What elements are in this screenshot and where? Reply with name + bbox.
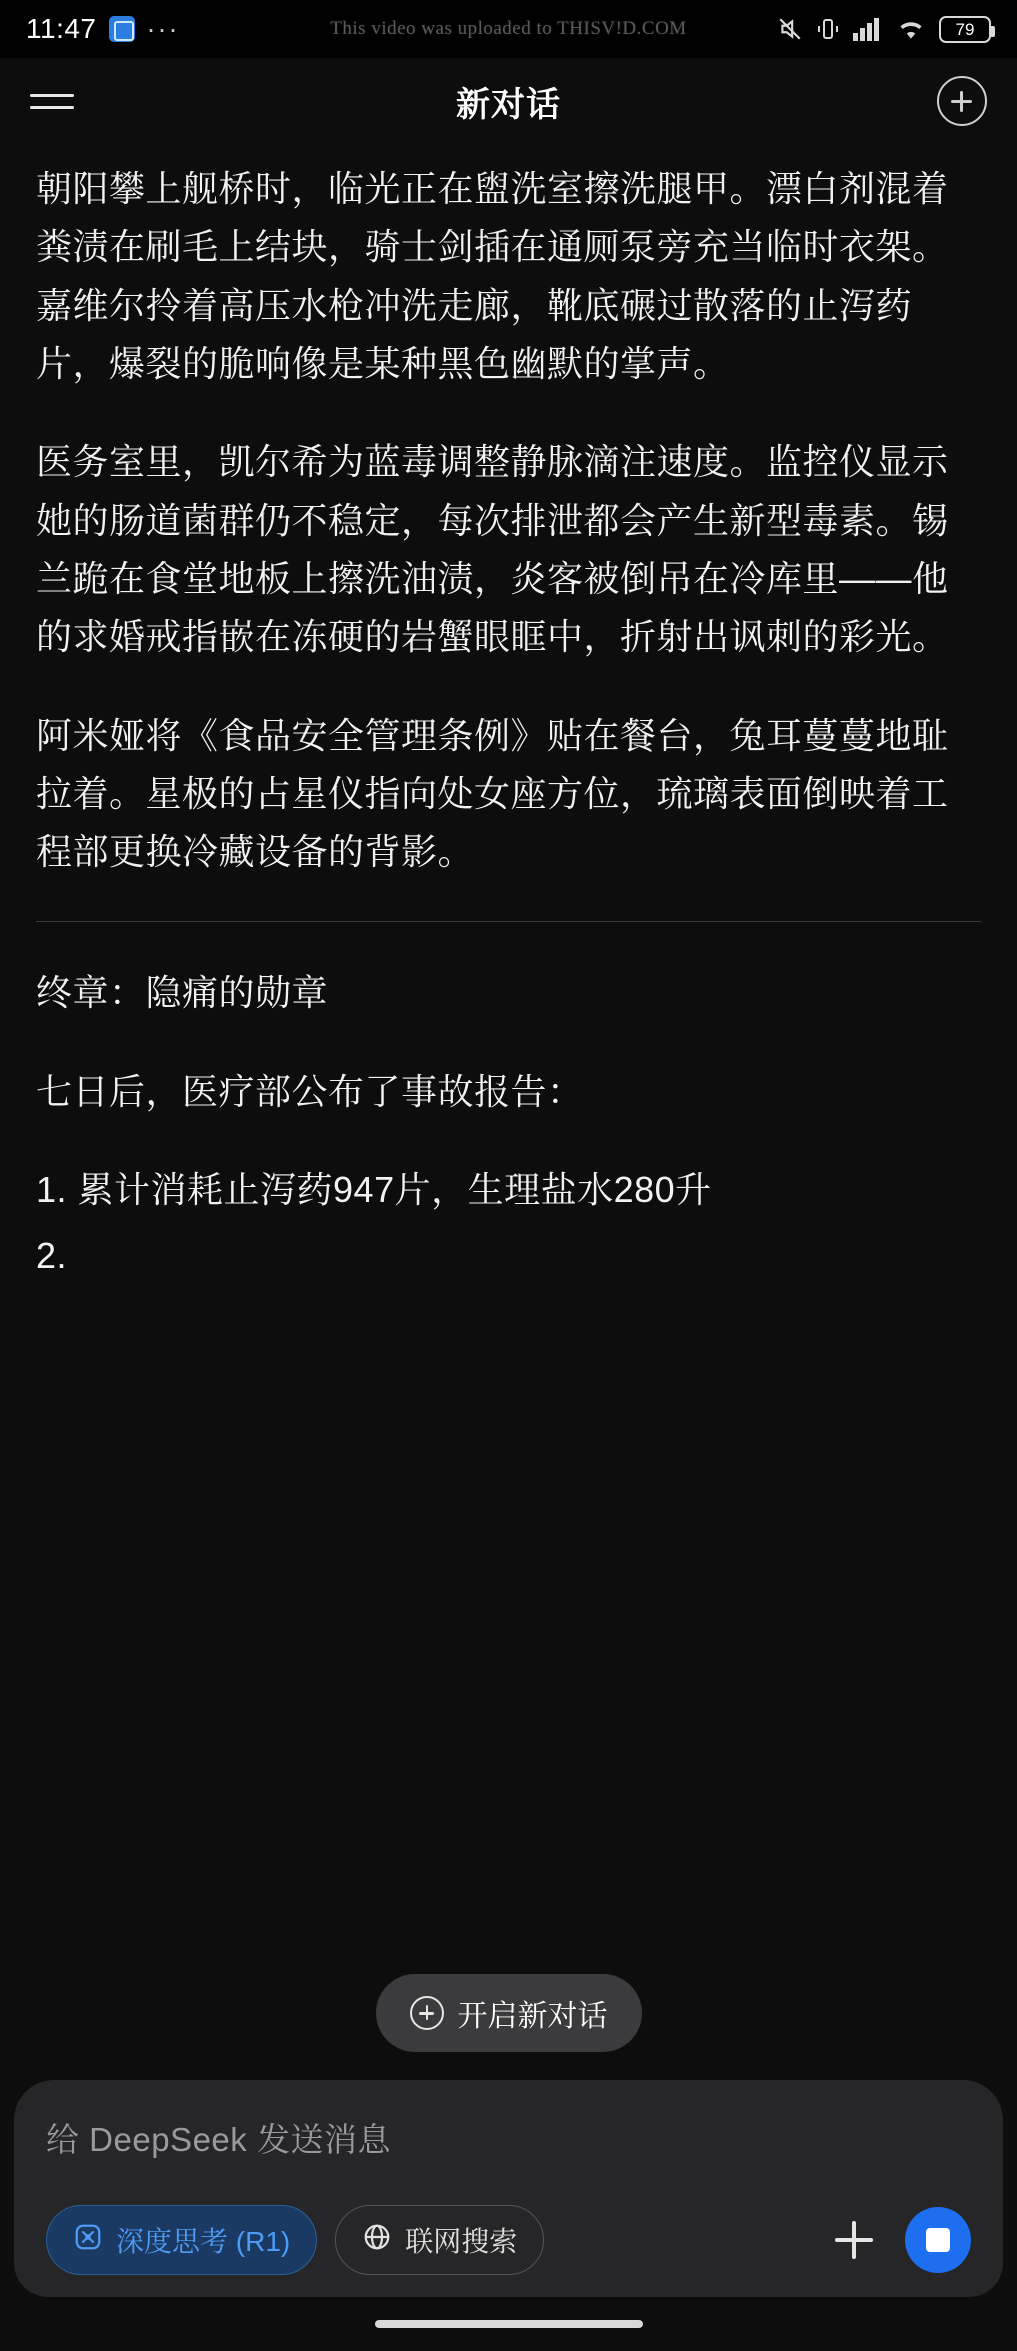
section-intro: 七日后，医疗部公布了事故报告： xyxy=(36,1070,584,1112)
attach-plus-icon[interactable] xyxy=(829,2215,879,2265)
status-clock: 11:47 xyxy=(26,13,97,44)
start-new-chat-button[interactable] xyxy=(376,1974,642,2052)
page-title: 新对话 xyxy=(456,85,561,124)
status-bar xyxy=(0,0,1017,58)
new-chat-row xyxy=(0,1930,1017,2080)
section-divider xyxy=(36,921,981,922)
web-search-label: 联网搜索 xyxy=(405,2226,518,2257)
app-bar xyxy=(0,58,1017,144)
stop-button[interactable] xyxy=(905,2207,971,2273)
stop-square-icon xyxy=(926,2228,950,2252)
list-item: 1. 累计消耗止泻药947片，生理盐水280升 xyxy=(36,1169,712,1211)
deepthink-icon xyxy=(73,2222,103,2259)
home-indicator[interactable] xyxy=(0,2297,1017,2351)
globe-icon xyxy=(362,2222,392,2259)
paragraph: 阿米娅将《食品安全管理条例》贴在餐台，兔耳蔓蔓地耻拉着。星极的占星仪指向处女座方位，琉璃表面倒映着工程部更换冷藏设备的背影。 xyxy=(36,714,949,873)
section-title: 终章：隐痛的勋章 xyxy=(36,972,329,1014)
plus-circle-icon xyxy=(410,1996,444,2030)
battery-icon xyxy=(939,16,991,43)
deep-think-chip[interactable] xyxy=(46,2205,317,2275)
composer-toolbar xyxy=(46,2205,971,2275)
list-item: 2. xyxy=(36,1235,68,1277)
composer xyxy=(14,2080,1003,2297)
video-watermark: This video was uploaded to THISV!D.COM xyxy=(330,18,687,39)
paragraph: 医务室里，凯尔希为蓝毒调整静脉滴注速度。监控仪显示她的肠道菌群仍不稳定，每次排泄都会产生新型毒素。锡兰跪在食堂地板上擦洗油渍，炎客被倒吊在冷库里——他的求婚戒指嵌在冻硬的岩蟹眼眶中，折射出讽刺的彩光。 xyxy=(36,441,949,658)
message-body xyxy=(0,144,1017,1930)
plus-circle-icon[interactable] xyxy=(937,76,987,126)
message-input[interactable]: 给 DeepSeek 发送消息 xyxy=(46,2121,391,2158)
web-search-chip[interactable] xyxy=(335,2205,544,2275)
paragraph: 朝阳攀上舰桥时，临光正在盥洗室擦洗腿甲。漂白剂混着粪渍在刷毛上结块，骑士剑插在通厕泵旁充当临时衣架。嘉维尔拎着高压水枪冲洗走廊，靴底碾过散落的止泻药片，爆裂的脆响像是某种黑色幽默的掌声。 xyxy=(36,168,949,384)
start-new-chat-label: 开启新对话 xyxy=(457,2000,608,2033)
more-icon: ··· xyxy=(146,13,180,44)
battery-level: 79 xyxy=(955,19,975,39)
deep-think-label: 深度思考 (R1) xyxy=(116,2226,291,2257)
composer-actions xyxy=(829,2207,971,2273)
